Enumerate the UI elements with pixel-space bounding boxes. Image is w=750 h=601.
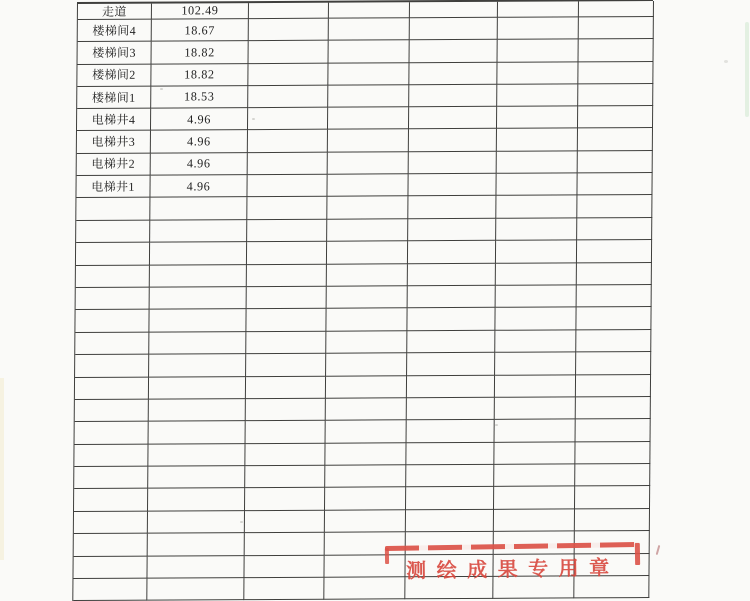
area-value-cell: 18.82	[151, 64, 248, 87]
empty-cell	[328, 152, 409, 175]
empty-cell	[576, 307, 651, 330]
empty-cell	[248, 130, 328, 153]
empty-cell	[577, 240, 652, 263]
empty-cell	[325, 488, 406, 511]
empty-cell	[575, 442, 650, 465]
empty-cell	[327, 264, 408, 287]
empty-cell	[148, 511, 245, 534]
empty-cell	[150, 265, 247, 288]
empty-cell	[245, 443, 325, 466]
empty-cell	[408, 196, 496, 219]
empty-cell	[246, 331, 326, 354]
area-value-cell: 4.96	[150, 175, 247, 198]
empty-cell	[494, 442, 575, 465]
empty-cell	[247, 219, 327, 242]
stamp-text: 测绘成果专用章	[406, 557, 620, 583]
empty-cell	[324, 577, 405, 600]
empty-cell	[408, 174, 496, 197]
scan-speck	[252, 118, 255, 120]
empty-cell	[150, 220, 247, 243]
empty-cell	[246, 354, 326, 377]
empty-cell	[409, 85, 497, 108]
empty-cell	[494, 532, 575, 555]
empty-cell	[148, 466, 245, 489]
empty-cell	[326, 376, 407, 399]
empty-cell	[407, 353, 495, 376]
empty-cell	[409, 129, 497, 152]
empty-cell	[328, 107, 409, 130]
empty-cell	[247, 287, 327, 310]
empty-cell	[329, 18, 410, 41]
room-label-cell: 楼梯间4	[78, 20, 152, 43]
empty-cell	[74, 467, 148, 490]
empty-cell	[149, 421, 246, 444]
empty-cell	[248, 152, 328, 175]
empty-cell	[327, 219, 408, 242]
scan-edge-artifact-left	[0, 378, 4, 560]
empty-cell	[325, 533, 406, 556]
scan-edge-artifact-right	[745, 22, 749, 117]
empty-cell	[247, 175, 327, 198]
empty-cell	[73, 579, 147, 601]
empty-cell	[498, 1, 579, 17]
empty-cell	[150, 242, 247, 265]
empty-cell	[575, 486, 650, 509]
empty-cell	[405, 554, 493, 577]
empty-cell	[147, 578, 244, 601]
empty-cell	[248, 86, 328, 109]
empty-cell	[246, 399, 326, 422]
empty-cell	[149, 332, 246, 355]
empty-cell	[495, 420, 576, 443]
empty-cell	[326, 398, 407, 421]
empty-cell	[496, 218, 577, 241]
empty-cell	[324, 555, 405, 578]
empty-cell	[244, 578, 324, 601]
measurement-table-sheet	[72, 0, 653, 601]
empty-cell	[408, 219, 496, 242]
empty-cell	[576, 330, 651, 353]
empty-cell	[575, 531, 650, 554]
empty-cell	[326, 309, 407, 332]
empty-cell	[495, 308, 576, 331]
empty-cell	[150, 287, 247, 310]
empty-cell	[246, 309, 326, 332]
empty-cell	[245, 488, 325, 511]
empty-cell	[407, 420, 495, 443]
room-label-cell: 楼梯间1	[77, 87, 151, 110]
empty-cell	[248, 108, 328, 131]
empty-cell	[408, 286, 496, 309]
empty-cell	[328, 130, 409, 153]
empty-cell	[406, 487, 494, 510]
empty-cell	[406, 465, 494, 488]
room-label-cell: 电梯井2	[77, 153, 151, 176]
empty-cell	[408, 263, 496, 286]
empty-cell	[148, 533, 245, 556]
empty-cell	[496, 241, 577, 264]
empty-cell	[406, 510, 494, 533]
empty-cell	[327, 241, 408, 264]
empty-cell	[247, 264, 327, 287]
empty-cell	[577, 285, 652, 308]
empty-cell	[76, 198, 150, 221]
empty-cell	[407, 375, 495, 398]
empty-cell	[74, 534, 148, 557]
empty-cell	[494, 487, 575, 510]
empty-cell	[328, 63, 409, 86]
empty-cell	[74, 489, 148, 512]
empty-cell	[409, 152, 497, 175]
empty-cell	[247, 197, 327, 220]
scan-speck	[160, 88, 163, 90]
empty-cell	[148, 489, 245, 512]
empty-cell	[329, 41, 410, 64]
room-label-cell: 走道	[78, 4, 152, 20]
empty-cell	[578, 128, 653, 151]
empty-cell	[577, 173, 652, 196]
scan-speck	[240, 521, 243, 523]
empty-cell	[498, 40, 579, 63]
empty-cell	[407, 398, 495, 421]
empty-cell	[75, 310, 149, 333]
empty-cell	[247, 242, 327, 265]
empty-cell	[407, 308, 495, 331]
empty-cell	[496, 173, 577, 196]
empty-cell	[249, 41, 329, 64]
empty-cell	[496, 196, 577, 219]
empty-cell	[75, 332, 149, 355]
scan-speck	[495, 424, 498, 426]
empty-cell	[578, 62, 653, 85]
empty-cell	[575, 509, 650, 532]
scan-speck	[724, 60, 728, 63]
empty-cell	[410, 2, 498, 18]
empty-cell	[149, 377, 246, 400]
empty-cell	[496, 263, 577, 286]
empty-cell	[578, 151, 653, 174]
empty-cell	[409, 107, 497, 130]
empty-cell	[244, 555, 324, 578]
empty-cell	[76, 288, 150, 311]
empty-cell	[579, 39, 654, 62]
empty-cell	[577, 263, 652, 286]
empty-cell	[73, 556, 147, 579]
empty-cell	[149, 309, 246, 332]
empty-cell	[576, 419, 651, 442]
empty-cell	[150, 197, 247, 220]
empty-cell	[493, 576, 574, 599]
empty-cell	[248, 63, 328, 86]
empty-cell	[75, 422, 149, 445]
empty-cell	[325, 465, 406, 488]
empty-cell	[406, 532, 494, 555]
empty-cell	[326, 421, 407, 444]
empty-cell	[497, 62, 578, 85]
empty-cell	[575, 464, 650, 487]
area-value-cell: 102.49	[152, 3, 249, 20]
empty-cell	[496, 285, 577, 308]
empty-cell	[493, 554, 574, 577]
empty-cell	[579, 17, 654, 40]
empty-cell	[495, 352, 576, 375]
empty-cell	[326, 331, 407, 354]
empty-cell	[406, 442, 494, 465]
empty-cell	[495, 330, 576, 353]
empty-cell	[497, 129, 578, 152]
empty-cell	[147, 556, 244, 579]
area-value-cell: 4.96	[151, 108, 248, 131]
empty-cell	[245, 511, 325, 534]
room-label-cell: 楼梯间2	[77, 64, 151, 87]
empty-cell	[245, 466, 325, 489]
empty-cell	[494, 509, 575, 532]
area-value-cell: 4.96	[151, 131, 248, 154]
empty-cell	[76, 243, 150, 266]
empty-cell	[148, 444, 245, 467]
empty-cell	[249, 3, 329, 19]
empty-cell	[325, 510, 406, 533]
empty-cell	[246, 376, 326, 399]
area-value-cell: 18.82	[152, 41, 249, 64]
empty-cell	[576, 374, 651, 397]
empty-cell	[75, 355, 149, 378]
empty-cell	[578, 84, 653, 107]
empty-cell	[577, 195, 652, 218]
empty-cell	[327, 174, 408, 197]
empty-cell	[577, 218, 652, 241]
room-label-cell: 楼梯间3	[78, 42, 152, 65]
area-table	[72, 0, 653, 601]
empty-cell	[405, 577, 493, 600]
empty-cell	[497, 84, 578, 107]
empty-cell	[75, 377, 149, 400]
room-label-cell: 电梯井4	[77, 109, 151, 132]
empty-cell	[75, 400, 149, 423]
empty-cell	[409, 62, 497, 85]
empty-cell	[579, 1, 654, 17]
room-label-cell: 电梯井1	[76, 176, 150, 199]
empty-cell	[327, 197, 408, 220]
room-label-cell: 电梯井3	[77, 131, 151, 154]
empty-cell	[494, 464, 575, 487]
empty-cell	[576, 397, 651, 420]
empty-cell	[329, 2, 410, 18]
area-value-cell: 4.96	[151, 153, 248, 176]
empty-cell	[76, 220, 150, 243]
empty-cell	[149, 399, 246, 422]
empty-cell	[74, 511, 148, 534]
empty-cell	[249, 19, 329, 42]
area-value-cell: 18.67	[152, 19, 249, 42]
empty-cell	[495, 397, 576, 420]
empty-cell	[74, 444, 148, 467]
empty-cell	[407, 331, 495, 354]
empty-cell	[578, 106, 653, 129]
empty-cell	[149, 354, 246, 377]
empty-cell	[408, 241, 496, 264]
empty-cell	[497, 151, 578, 174]
empty-cell	[328, 85, 409, 108]
empty-cell	[574, 576, 649, 599]
empty-cell	[245, 533, 325, 556]
empty-cell	[410, 40, 498, 63]
empty-cell	[576, 352, 651, 375]
empty-cell	[498, 17, 579, 40]
empty-cell	[327, 286, 408, 309]
empty-cell	[495, 375, 576, 398]
empty-cell	[246, 421, 326, 444]
empty-cell	[574, 554, 649, 577]
area-value-cell: 18.53	[151, 86, 248, 109]
pen-tick-mark	[656, 545, 661, 555]
empty-cell	[76, 265, 150, 288]
empty-cell	[497, 107, 578, 130]
empty-cell	[326, 353, 407, 376]
empty-cell	[325, 443, 406, 466]
empty-cell	[410, 18, 498, 41]
